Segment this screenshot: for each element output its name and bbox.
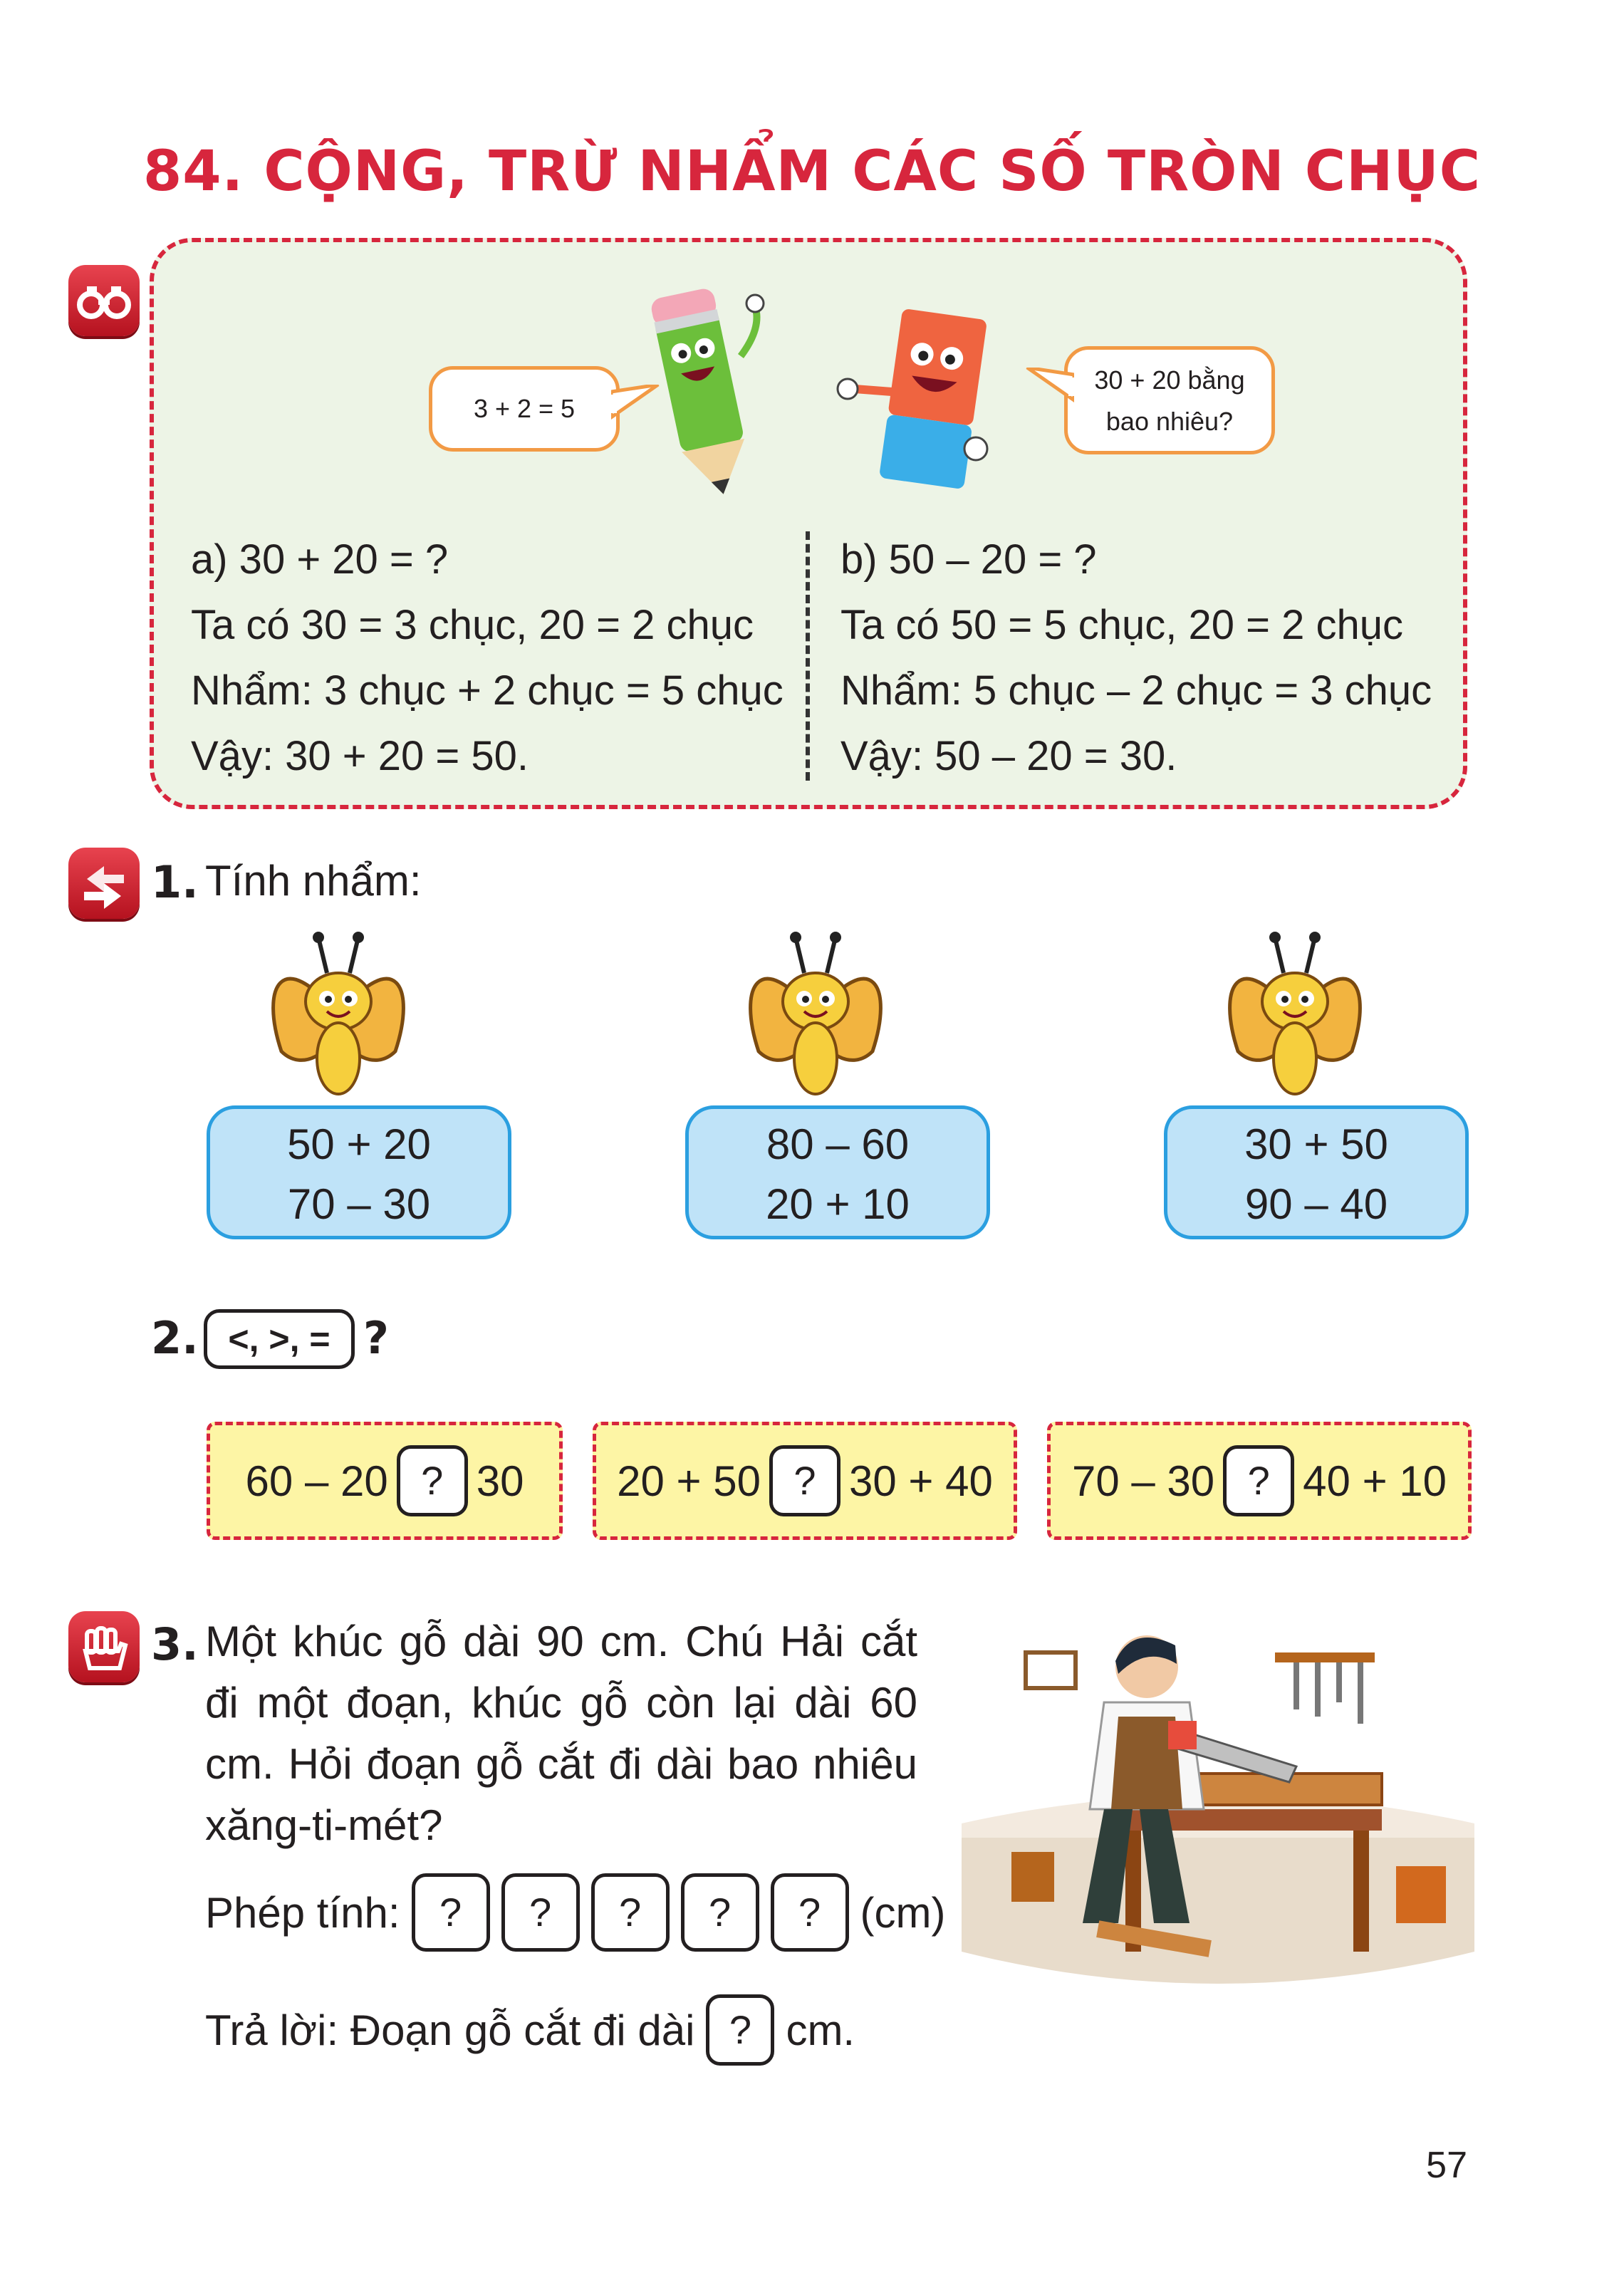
pencil-character-icon <box>620 271 776 506</box>
part-a-line: Vậy: 30 + 20 = 50. <box>191 733 529 779</box>
speech-bubble-left <box>429 366 620 452</box>
answer-box[interactable]: ? <box>706 1994 774 2066</box>
part-b-line: Nhẩm: 5 chục – 2 chục = 3 chục <box>840 667 1432 714</box>
part-b-line: b) 50 – 20 = ? <box>840 536 1097 583</box>
bubble-left-text: 3 + 2 = 5 <box>473 394 576 423</box>
butterfly-icon <box>1209 930 1380 1108</box>
eraser-character-icon <box>826 299 1011 499</box>
compare-right: 40 + 10 <box>1303 1457 1447 1505</box>
signs-box: <, >, = <box>204 1309 355 1369</box>
carpenter-illustration-icon <box>954 1596 1482 1994</box>
compare-right: 30 <box>476 1457 524 1505</box>
compare-left: 20 + 50 <box>617 1457 761 1505</box>
exercise-2-number: 2. <box>151 1312 199 1364</box>
page-title: 84. CỘNG, TRỪ NHẨM CÁC SỐ TRÒN CHỤC <box>142 140 1482 204</box>
compare-right: 30 + 40 <box>849 1457 993 1505</box>
card-expression: 90 – 40 <box>1244 1180 1388 1228</box>
part-a-line: Ta có 30 = 3 chục, 20 = 2 chục <box>191 602 754 648</box>
bubble-right-line-2: bao nhiêu? <box>1105 407 1234 436</box>
compare-item <box>593 1422 1017 1540</box>
card-expression: 20 + 10 <box>766 1180 910 1228</box>
calc-label: Phép tính: <box>205 1888 400 1937</box>
part-a-line: a) 30 + 20 = ? <box>191 536 449 583</box>
answer-row <box>205 1994 855 2066</box>
butterfly-icon <box>730 930 901 1108</box>
calc-box[interactable]: ? <box>591 1873 670 1952</box>
compare-item <box>207 1422 563 1540</box>
part-b-line: Vậy: 50 – 20 = 30. <box>840 733 1177 779</box>
bubble-right-line-1: 30 + 20 bằng <box>1094 365 1245 395</box>
exercise-3-text: Một khúc gỗ dài 90 cm. Chú Hải cắt đi một đoạn, khúc gỗ còn lại dài 60 cm. Hỏi đoạn gỗ cắt đi dài bao nhiêu xăng-ti-mét? <box>205 1618 917 1849</box>
calculation-row <box>205 1873 946 1952</box>
practice-icon <box>68 848 140 919</box>
card-expression: 70 – 30 <box>287 1180 431 1228</box>
card-expression: 50 + 20 <box>287 1120 431 1168</box>
speech-bubble-right <box>1064 346 1275 454</box>
answer-box[interactable]: ? <box>1223 1445 1294 1516</box>
calc-card <box>1164 1105 1469 1239</box>
compare-left: 60 – 20 <box>245 1457 388 1505</box>
calc-box[interactable]: ? <box>771 1873 849 1952</box>
column-divider <box>806 531 810 781</box>
fist-icon <box>68 1611 140 1682</box>
calc-card <box>207 1105 511 1239</box>
exercise-3-number: 3. <box>151 1618 199 1670</box>
answer-box[interactable]: ? <box>769 1445 840 1516</box>
calc-box[interactable]: ? <box>681 1873 759 1952</box>
part-a-line: Nhẩm: 3 chục + 2 chục = 5 chục <box>191 667 784 714</box>
card-expression: 30 + 50 <box>1244 1120 1388 1168</box>
exercise-1-number: 1. <box>151 856 199 908</box>
answer-suffix: cm. <box>786 2006 855 2054</box>
butterfly-icon <box>253 930 424 1108</box>
exercise-1-prompt: Tính nhẩm: <box>205 857 422 905</box>
calc-card <box>685 1105 990 1239</box>
card-expression: 80 – 60 <box>766 1120 910 1168</box>
explore-part-a <box>191 527 784 789</box>
answer-box[interactable]: ? <box>397 1445 468 1516</box>
binoculars-icon <box>68 265 140 336</box>
calc-unit: (cm) <box>860 1888 946 1937</box>
compare-left: 70 – 30 <box>1071 1457 1215 1505</box>
explore-part-b <box>840 527 1432 789</box>
page-number: 57 <box>1426 2145 1467 2186</box>
calc-box[interactable]: ? <box>501 1873 580 1952</box>
calc-box[interactable]: ? <box>412 1873 490 1952</box>
bubble-tail-icon <box>1024 368 1074 410</box>
compare-item <box>1047 1422 1472 1540</box>
answer-prefix: Trả lời: Đoạn gỗ cắt đi dài <box>205 2006 695 2054</box>
exercise-2-qmark: ? <box>363 1312 389 1364</box>
part-b-line: Ta có 50 = 5 chục, 20 = 2 chục <box>840 602 1403 648</box>
